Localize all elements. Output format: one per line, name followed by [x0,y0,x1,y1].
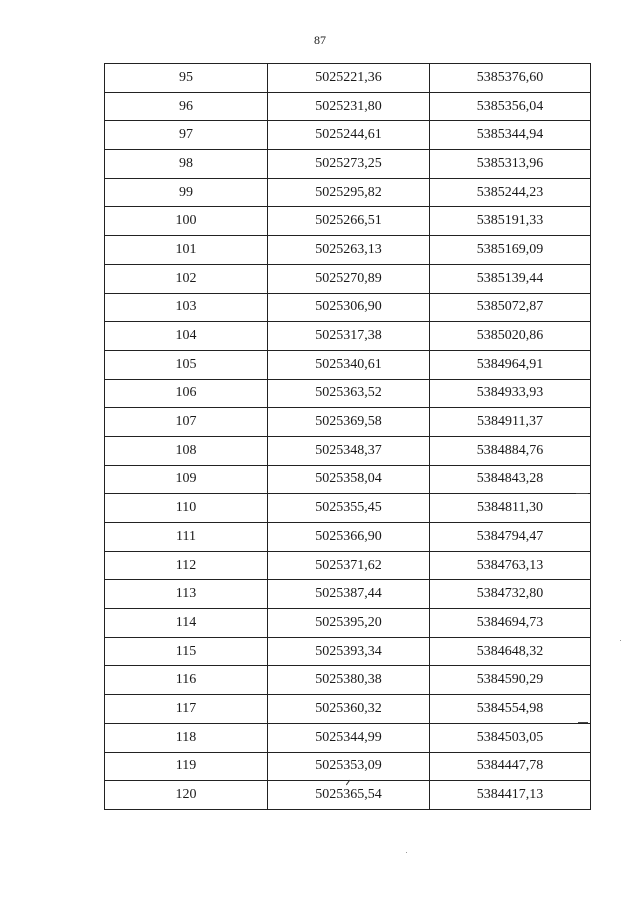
y-coordinate-cell: 5384554,98 [430,695,591,724]
point-number-cell: 110 [105,494,268,523]
point-number-cell: 103 [105,293,268,322]
y-coordinate-cell: 5384694,73 [430,609,591,638]
table-row [105,92,591,121]
y-coordinate-cell: 5384447,78 [430,752,591,781]
x-coordinate-cell: 5025353,09 [268,752,430,781]
x-coordinate-cell: 5025244,61 [268,121,430,150]
table-row [105,666,591,695]
y-coordinate-cell: 5384811,30 [430,494,591,523]
x-coordinate-cell: 5025266,51 [268,207,430,236]
table-row [105,293,591,322]
y-coordinate-cell: 5385020,86 [430,322,591,351]
y-coordinate-cell: 5384884,76 [430,436,591,465]
x-coordinate-cell: 5025371,62 [268,551,430,580]
x-coordinate-cell: 5025366,90 [268,523,430,552]
point-number-cell: 100 [105,207,268,236]
x-coordinate-cell: 5025221,36 [268,64,430,93]
x-coordinate-cell: 5025360,32 [268,695,430,724]
x-coordinate-cell: 5025306,90 [268,293,430,322]
point-number-cell: 112 [105,551,268,580]
y-coordinate-cell: 5384417,13 [430,781,591,810]
x-coordinate-cell: 5025365,54 [268,781,430,810]
point-number-cell: 106 [105,379,268,408]
x-coordinate-cell: 5025348,37 [268,436,430,465]
point-number-cell: 116 [105,666,268,695]
table-row [105,781,591,810]
scan-mark [576,493,588,494]
y-coordinate-cell: 5385356,04 [430,92,591,121]
x-coordinate-cell: 5025295,82 [268,178,430,207]
table-row [105,723,591,752]
table-row [105,150,591,179]
coordinates-table-body [105,64,591,810]
table-row [105,121,591,150]
point-number-cell: 102 [105,264,268,293]
point-number-cell: 119 [105,752,268,781]
point-number-cell: 108 [105,436,268,465]
y-coordinate-cell: 5385169,09 [430,236,591,265]
scan-speck [620,640,621,641]
x-coordinate-cell: 5025395,20 [268,609,430,638]
table-row [105,465,591,494]
y-coordinate-cell: 5385376,60 [430,64,591,93]
x-coordinate-cell: 5025317,38 [268,322,430,351]
table-row [105,695,591,724]
y-coordinate-cell: 5384503,05 [430,723,591,752]
table-row [105,494,591,523]
table-row [105,350,591,379]
x-coordinate-cell: 5025231,80 [268,92,430,121]
x-coordinate-cell: 5025340,61 [268,350,430,379]
point-number-cell: 115 [105,637,268,666]
y-coordinate-cell: 5385072,87 [430,293,591,322]
x-coordinate-cell: 5025270,89 [268,264,430,293]
x-coordinate-cell: 5025273,25 [268,150,430,179]
point-number-cell: 107 [105,408,268,437]
y-coordinate-cell: 5385344,94 [430,121,591,150]
table-row [105,322,591,351]
table-row [105,523,591,552]
point-number-cell: 120 [105,781,268,810]
y-coordinate-cell: 5384843,28 [430,465,591,494]
table-row [105,236,591,265]
y-coordinate-cell: 5384794,47 [430,523,591,552]
table-row [105,637,591,666]
point-number-cell: 109 [105,465,268,494]
scan-mark [578,722,588,723]
point-number-cell: 114 [105,609,268,638]
y-coordinate-cell: 5384911,37 [430,408,591,437]
x-coordinate-cell: 5025344,99 [268,723,430,752]
y-coordinate-cell: 5384933,93 [430,379,591,408]
table-row [105,64,591,93]
x-coordinate-cell: 5025393,34 [268,637,430,666]
y-coordinate-cell: 5385191,33 [430,207,591,236]
y-coordinate-cell: 5385139,44 [430,264,591,293]
x-coordinate-cell: 5025358,04 [268,465,430,494]
x-coordinate-cell: 5025380,38 [268,666,430,695]
point-number-cell: 104 [105,322,268,351]
table-row [105,264,591,293]
y-coordinate-cell: 5384964,91 [430,350,591,379]
point-number-cell: 105 [105,350,268,379]
y-coordinate-cell: 5384648,32 [430,637,591,666]
table-row [105,408,591,437]
y-coordinate-cell: 5385244,23 [430,178,591,207]
x-coordinate-cell: 5025355,45 [268,494,430,523]
page-number: 87 [314,33,326,47]
scan-speck [406,852,407,853]
table-row [105,379,591,408]
table-row [105,207,591,236]
x-coordinate-cell: 5025387,44 [268,580,430,609]
point-number-cell: 99 [105,178,268,207]
point-number-cell: 113 [105,580,268,609]
y-coordinate-cell: 5384732,80 [430,580,591,609]
point-number-cell: 111 [105,523,268,552]
table-row [105,752,591,781]
point-number-cell: 96 [105,92,268,121]
y-coordinate-cell: 5385313,96 [430,150,591,179]
y-coordinate-cell: 5384763,13 [430,551,591,580]
point-number-cell: 97 [105,121,268,150]
x-coordinate-cell: 5025263,13 [268,236,430,265]
point-number-cell: 95 [105,64,268,93]
table-row [105,436,591,465]
y-coordinate-cell: 5384590,29 [430,666,591,695]
point-number-cell: 117 [105,695,268,724]
coordinates-table [104,63,591,810]
table-row [105,609,591,638]
point-number-cell: 98 [105,150,268,179]
table-row [105,580,591,609]
point-number-cell: 118 [105,723,268,752]
table-row [105,178,591,207]
point-number-cell: 101 [105,236,268,265]
x-coordinate-cell: 5025369,58 [268,408,430,437]
x-coordinate-cell: 5025363,52 [268,379,430,408]
table-row [105,551,591,580]
